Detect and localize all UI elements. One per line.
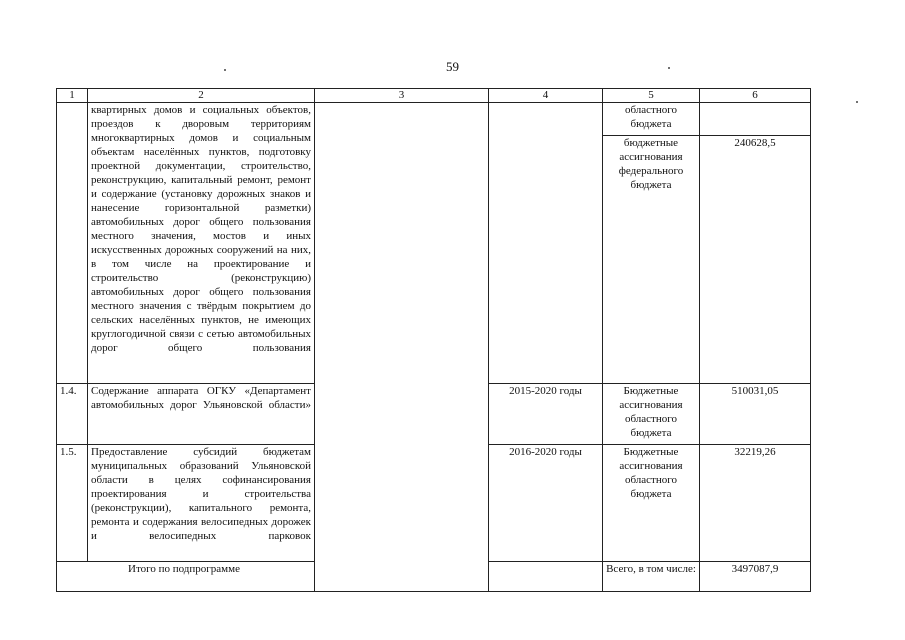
scan-speck: [856, 101, 858, 103]
row-1-4-amount: 510031,05: [700, 384, 811, 445]
row-cont-source-top: областного бюджета: [603, 103, 700, 136]
page-number: 59: [446, 59, 459, 74]
row-cont-num: [57, 103, 88, 384]
row-cont-source-bottom: бюджетные ассигнования федерального бюджета: [603, 136, 700, 384]
col-header-1: 1: [57, 89, 88, 103]
row-1-5-source: Бюджетные ассигнования областного бюджета: [603, 445, 700, 562]
row-cont-description: квартирных домов и социальных объектов, проездов к дворовым территориям многоквартирных домов и социальным объектам населённых пунктов, подготовку проектной документации, строительство, реконструкцию, капитальный ремонт, ремонт и содержание (установку дорожных знаков и нанесение горизонтальной разметки) автомобильных дорог общего пользования местного значения, мостов и иных искусственных дорожных сооружений на них, в том числе на проектирование и строительство (реконструкцию) автомобильных дорог общего пользования местного значения с твёрдым покрытием до сельских населённых пунктов, не имеющих круглогодичной связи с сетью автомобильных дорог общего пользования: [88, 103, 315, 384]
row-1-4-description: Содержание аппарата ОГКУ «Департамент автомобильных дорог Ульяновской области»: [88, 384, 315, 445]
col-header-5: 5: [603, 89, 700, 103]
col3-merged-cell: [315, 103, 489, 592]
row-cont-amount-top: [700, 103, 811, 136]
table-row: [57, 103, 811, 136]
row-1-5-period: 2016-2020 годы: [489, 445, 603, 562]
col-header-4: 4: [489, 89, 603, 103]
row-cont-period: [489, 103, 603, 384]
col-header-6: 6: [700, 89, 811, 103]
table-header-row: [57, 89, 811, 103]
row-1-4-source: Бюджетные ассигнования областного бюджета: [603, 384, 700, 445]
row-1-5-amount: 32219,26: [700, 445, 811, 562]
scan-speck: [224, 69, 226, 71]
row-cont-amount-bottom: 240628,5: [700, 136, 811, 384]
row-1-4-period: 2015-2020 годы: [489, 384, 603, 445]
total-amount: 3497087,9: [700, 562, 811, 592]
total-label: Итого по подпрограмме: [57, 562, 315, 592]
row-1-5-num: 1.5.: [57, 445, 88, 562]
total-period: [489, 562, 603, 592]
col-header-3: 3: [315, 89, 489, 103]
col-header-2: 2: [88, 89, 315, 103]
row-1-5-description: Предоставление субсидий бюджетам муниципальных образований Ульяновской области в целях софинансирования проектирования и строительства (реконструкции), капитального ремонта, ремонта и содержания велосипедных дорожек и велосипедных парковок: [88, 445, 315, 562]
row-1-4-num: 1.4.: [57, 384, 88, 445]
scan-speck: [668, 67, 670, 69]
budget-table: [56, 88, 811, 592]
total-source: Всего, в том числе:: [603, 562, 700, 592]
